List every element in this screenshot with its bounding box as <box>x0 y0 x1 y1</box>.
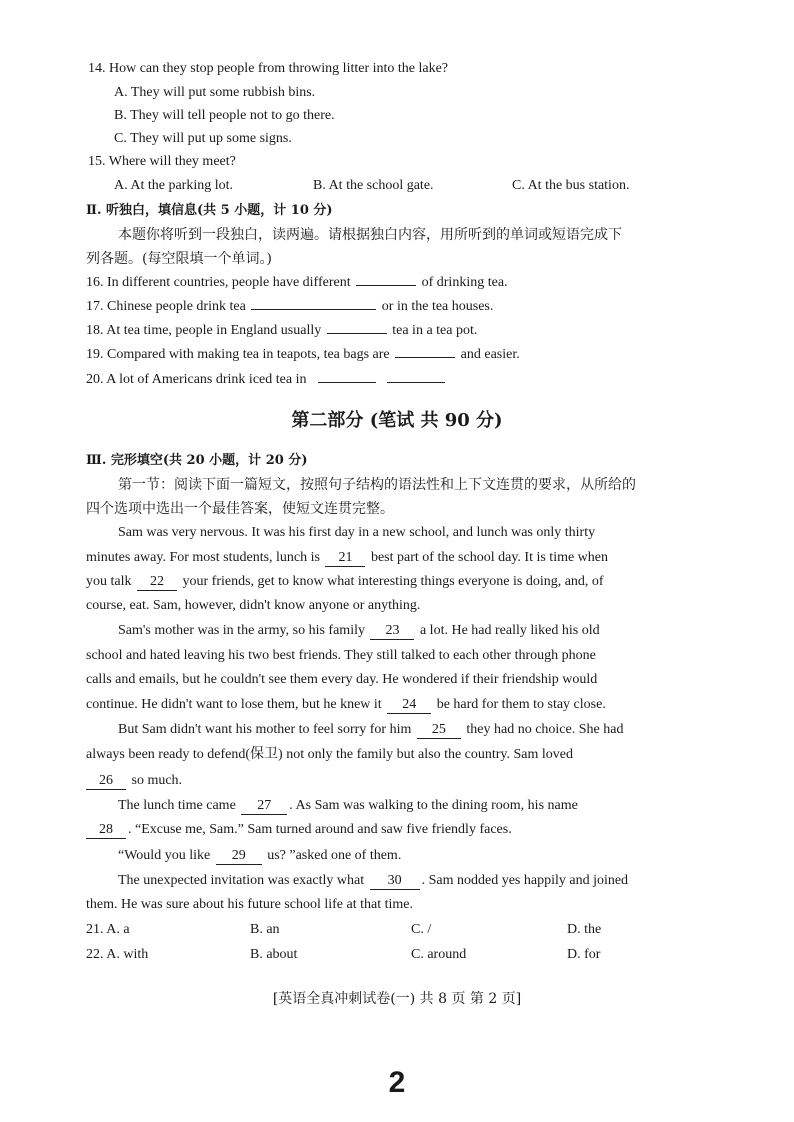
passage-text: be hard for them to stay close. <box>436 697 606 712</box>
question-19-text-end: and easier. <box>460 347 520 362</box>
passage-text: they had no choice. She had <box>466 722 624 737</box>
passage-text: minutes away. For most students, lunch is <box>86 550 320 565</box>
question-17 <box>86 298 493 316</box>
question-19 <box>86 346 520 364</box>
cloze-blank-22[interactable]: 22 <box>137 574 177 591</box>
passage-text: . “Excuse me, Sam.” Sam turned around and saw five friendly faces. <box>128 822 512 837</box>
question-15-option-c: C. At the bus station. <box>512 178 630 193</box>
passage-line: calls and emails, but he couldn't see them every day. He wondered if their friendship would <box>86 672 598 687</box>
question-19-text: 19. Compared with making tea in teapots, tea bags are <box>86 347 390 362</box>
passage-line <box>86 821 512 839</box>
passage-text: best part of the school day. It is time when <box>370 550 609 565</box>
cloze-blank-23[interactable]: 23 <box>370 623 414 640</box>
passage-line <box>86 772 182 790</box>
question-20 <box>86 371 447 389</box>
passage-text: your friends, get to know what interesting things everyone is doing, and, of <box>182 574 604 589</box>
cloze-blank-30[interactable]: 30 <box>370 873 420 890</box>
passage-text: . Sam nodded yes happily and joined <box>421 873 629 888</box>
question-21-option-b[interactable]: B. an <box>250 922 280 937</box>
cloze-blank-27[interactable]: 27 <box>241 798 287 815</box>
page-number: 2 <box>388 1066 406 1099</box>
cloze-blank-26[interactable]: 26 <box>86 773 126 790</box>
passage-line <box>118 721 623 739</box>
question-14-option-b: B. They will tell people not to go there. <box>114 108 335 123</box>
question-15-option-b: B. At the school gate. <box>313 178 434 193</box>
passage-text: The lunch time came <box>118 798 236 813</box>
passage-text: The unexpected invitation was exactly what <box>118 873 365 888</box>
cloze-blank-24[interactable]: 24 <box>387 697 431 714</box>
passage-line <box>86 696 606 714</box>
passage-line <box>86 573 604 591</box>
passage-line <box>86 549 608 567</box>
passage-text: Sam's mother was in the army, so his family <box>118 623 365 638</box>
question-18-text: 18. At tea time, people in England usually <box>86 323 322 338</box>
question-22-option-d[interactable]: D. for <box>567 947 601 962</box>
passage-line: always been ready to defend(保卫) not only the family but also the country. Sam loved <box>86 747 574 762</box>
part-2-instruction-line-2: 列各题。(每空限填一个单词。) <box>86 251 272 267</box>
question-20-blank-2[interactable] <box>387 382 445 383</box>
passage-text: But Sam didn't want his mother to feel sorry for him <box>118 722 412 737</box>
question-14-option-a: A. They will put some rubbish bins. <box>114 85 316 100</box>
passage-text: a lot. He had really liked his old <box>419 623 600 638</box>
passage-text: continue. He didn't want to lose them, but he knew it <box>86 697 382 712</box>
question-16-text-end: of drinking tea. <box>421 275 508 290</box>
page-footer: [英语全真冲刺试卷(一) 共 8 页 第 2 页] <box>272 991 522 1007</box>
question-21-option-a[interactable]: 21. A. a <box>86 922 130 937</box>
question-19-blank[interactable] <box>395 357 455 358</box>
cloze-blank-25[interactable]: 25 <box>417 722 461 739</box>
passage-text: “Would you like <box>118 848 211 863</box>
passage-line <box>118 622 600 640</box>
passage-text: us? ”asked one of them. <box>267 848 402 863</box>
part-3-instruction-line-2: 四个选项中选出一个最佳答案，使短文连贯完整。 <box>86 501 394 517</box>
part-2-instruction-line-1: 本题你将听到一段独白，读两遍。请根据独白内容，用所听到的单词或短语完成下 <box>118 227 622 243</box>
passage-text: you talk <box>86 574 132 589</box>
question-22-option-b[interactable]: B. about <box>250 947 298 962</box>
passage-line: them. He was sure about his future school life at that time. <box>86 897 413 912</box>
passage-line: course, eat. Sam, however, didn't know anyone or anything. <box>86 598 421 613</box>
question-18-blank[interactable] <box>327 333 387 334</box>
passage-line: school and hated leaving his two best friends. They still talked to each other through phone <box>86 648 596 663</box>
part-3-heading: Ⅲ. 完形填空(共 20 小题，计 20 分) <box>86 453 308 468</box>
cloze-blank-29[interactable]: 29 <box>216 848 262 865</box>
question-22-option-c[interactable]: C. around <box>411 947 467 962</box>
part-3-instruction-line-1: 第一节：阅读下面一篇短文，按照句子结构的语法性和上下文连贯的要求，从所给的 <box>118 477 636 493</box>
question-21-option-c[interactable]: C. / <box>411 922 432 937</box>
question-14-option-c: C. They will put up some signs. <box>114 131 292 146</box>
question-22-option-a[interactable]: 22. A. with <box>86 947 149 962</box>
question-18 <box>86 322 477 340</box>
question-17-blank[interactable] <box>251 309 376 310</box>
part-2-heading: Ⅱ. 听独白，填信息(共 5 小题，计 10 分) <box>86 203 333 218</box>
question-15-stem: 15. Where will they meet? <box>88 154 236 169</box>
passage-text: . As Sam was walking to the dining room, his name <box>289 798 578 813</box>
question-20-text: 20. A lot of Americans drink iced tea in <box>86 372 307 387</box>
question-17-text: 17. Chinese people drink tea <box>86 299 246 314</box>
question-14-stem: 14. How can they stop people from throwing litter into the lake? <box>88 61 449 76</box>
question-17-text-end: or in the tea houses. <box>381 299 494 314</box>
question-21-option-d[interactable]: D. the <box>567 922 602 937</box>
question-20-blank-1[interactable] <box>318 382 376 383</box>
passage-line <box>118 872 628 890</box>
question-16-blank[interactable] <box>356 285 416 286</box>
written-section-title: 第二部分 (笔试 共 90 分) <box>291 410 503 431</box>
question-18-text-end: tea in a tea pot. <box>392 323 478 338</box>
question-15-option-a: A. At the parking lot. <box>114 178 233 193</box>
passage-line: Sam was very nervous. It was his first day in a new school, and lunch was only thirty <box>118 525 596 540</box>
passage-line <box>118 797 578 815</box>
cloze-blank-28[interactable]: 28 <box>86 822 126 839</box>
question-16 <box>86 274 508 292</box>
passage-text: so much. <box>131 773 183 788</box>
passage-line <box>118 847 401 865</box>
cloze-blank-21[interactable]: 21 <box>325 550 365 567</box>
question-16-text: 16. In different countries, people have different <box>86 275 351 290</box>
